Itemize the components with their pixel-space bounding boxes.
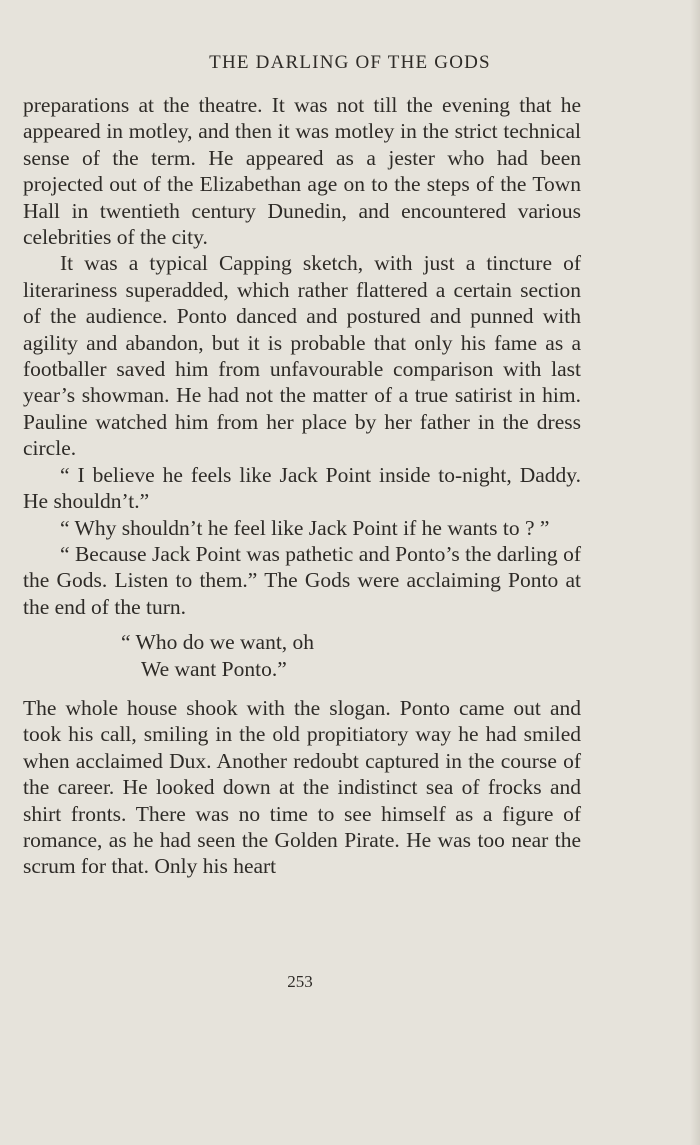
verse-line: “ Who do we want, oh (121, 630, 315, 655)
paragraph: The whole house shook with the slogan. Ponto came out and took his call, smiling in the old propitiatory way he had smiled when acclaimed Dux. Another redoubt captured in the course of the career. He looked down at the indistinct sea of frocks and shirt fronts. There was no time to see himself as a figure of romance, as he had seen the Golden Pirate. He was too near the scrum for that. Only his heart (23, 695, 581, 879)
dialogue-paragraph: “ Because Jack Point was pathetic and Ponto’s the darling of the Gods. Listen to them.” The Gods were acclaiming Ponto at the end of the turn. (23, 541, 581, 619)
dialogue-paragraph: “ I believe he feels like Jack Point inside to-night, Daddy. He shouldn’t.” (23, 462, 581, 514)
running-head: THE DARLING OF THE GODS (209, 52, 491, 73)
page-number: 253 (287, 972, 313, 991)
dialogue-paragraph: “ Why shouldn’t he feel like Jack Point if he wants to ? ” (60, 515, 550, 540)
verse-line: We want Ponto.” (141, 656, 287, 681)
verse-quote (23, 620, 581, 695)
paragraph-continued: preparations at the theatre. It was not till the evening that he appeared in motley, and then it was motley in the strict technical sense of the term. He appeared as a jester who had been projected out of the Elizabethan age on to the steps of the Town Hall in twentieth century Dunedin, and encountered various celebrities of the city. (23, 93, 581, 250)
body-text (23, 92, 581, 880)
paragraph: It was a typical Capping sketch, with just a tincture of literariness superadded, which rather flattered a certain section of the audience. Ponto danced and postured and punned with agility and abandon, but it is probable that only his fame as a footballer saved him from unfavourable comparison with last year’s showman. He had not the matter of a true satirist in him. Pauline watched him from her place by her father in the dress circle. (23, 251, 581, 461)
page-edge-shadow (690, 0, 700, 1145)
